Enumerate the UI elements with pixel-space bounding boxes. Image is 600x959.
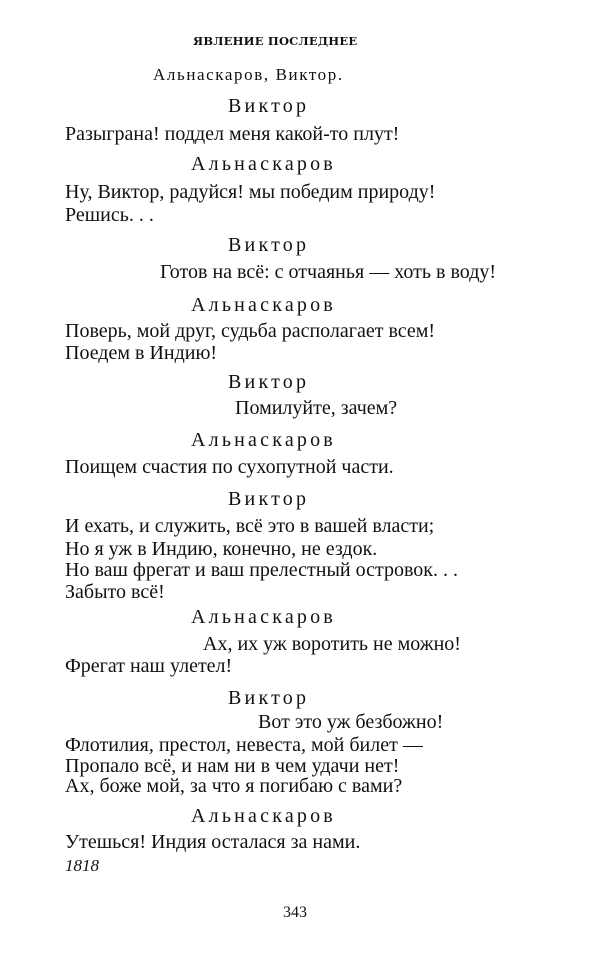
speaker-name: Альнаскаров	[191, 294, 336, 316]
verse-line: Пропало всё, и нам ни в чем удачи нет!	[65, 755, 400, 777]
verse-line: Поедем в Индию!	[65, 342, 218, 364]
speaker-name: Виктор	[228, 488, 310, 510]
verse-line: Вот это уж безбожно!	[258, 711, 444, 733]
page-number: 343	[283, 904, 307, 921]
verse-line: Ну, Виктор, радуйся! мы победим природу!	[65, 181, 436, 203]
verse-line: Но я уж в Индию, конечно, не ездок.	[65, 538, 378, 560]
verse-line: Решись. . .	[65, 204, 154, 226]
verse-line: Утешься! Индия осталася за нами.	[65, 831, 361, 853]
verse-line: Готов на всё: с отчаянья — хоть в воду!	[160, 261, 497, 283]
speaker-name: Альнаскаров	[191, 805, 336, 827]
verse-line: Ах, боже мой, за что я погибаю с вами?	[65, 775, 403, 797]
speaker-name: Альнаскаров	[191, 606, 336, 628]
cast-list: Альнаскаров, Виктор.	[153, 65, 344, 84]
verse-line: Поверь, мой друг, судьба располагает всем!	[65, 320, 436, 342]
verse-line: Но ваш фрегат и ваш прелестный островок. . .	[65, 559, 458, 581]
speaker-name: Виктор	[228, 687, 310, 709]
verse-line: Флотилия, престол, невеста, мой билет —	[65, 734, 423, 756]
verse-line: Фрегат наш улетел!	[65, 655, 233, 677]
verse-line: Поищем счастия по сухопутной части.	[65, 456, 394, 478]
verse-line: Ах, их уж воротить не можно!	[203, 633, 461, 655]
speaker-name: Виктор	[228, 371, 310, 393]
verse-line: И ехать, и служить, всё это в вашей власти;	[65, 515, 435, 537]
verse-line: Помилуйте, зачем?	[235, 397, 398, 419]
speaker-name: Виктор	[228, 234, 310, 256]
scene-heading: ЯВЛЕНИЕ ПОСЛЕДНЕЕ	[193, 34, 358, 48]
speaker-name: Альнаскаров	[191, 429, 336, 451]
verse-line: Разыграна! поддел меня какой-то плут!	[65, 123, 400, 145]
speaker-name: Виктор	[228, 95, 310, 117]
speaker-name: Альнаскаров	[191, 153, 336, 175]
year-of-writing: 1818	[65, 856, 99, 875]
verse-line: Забыто всё!	[65, 581, 165, 603]
